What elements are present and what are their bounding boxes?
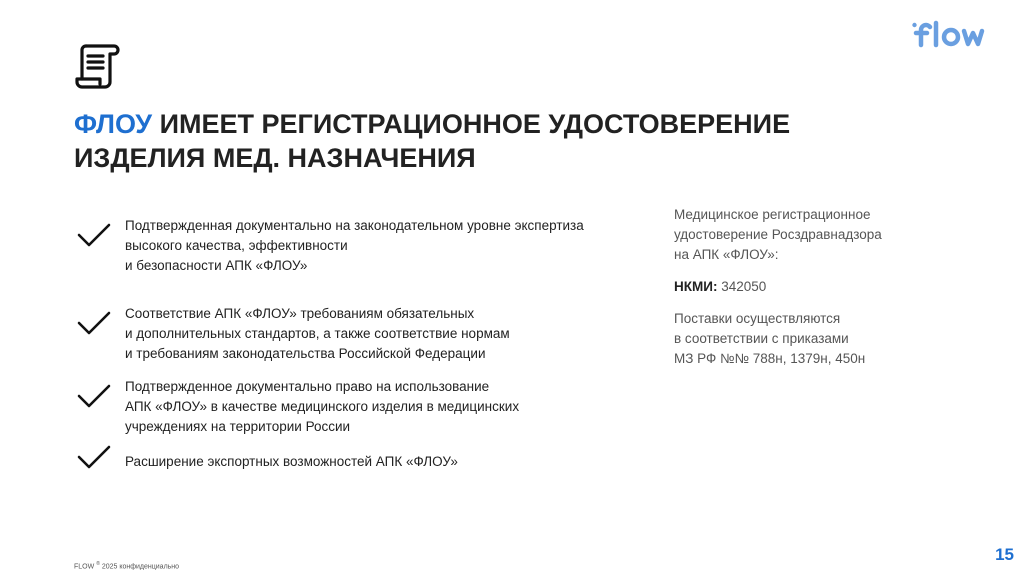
certificate-info — [674, 205, 934, 369]
nkmi-value: 342050 — [717, 279, 767, 294]
list-item-text: Подтвержденная документально на законодательном уровне экспертиза высокого качества, эффективности и безопасности АПК «ФЛОУ» — [125, 218, 584, 273]
certificate-text: Медицинское регистрационное удостоверение Росздравнадзора на АПК «ФЛОУ»: — [674, 207, 882, 262]
footer — [74, 561, 179, 570]
footer-brand: FLOW — [74, 563, 95, 571]
flow-logo — [912, 19, 996, 49]
list-item — [74, 304, 685, 364]
list-item — [74, 216, 685, 276]
registered-mark: ® — [96, 561, 100, 567]
list-item-text: Подтвержденное документально право на использование АПК «ФЛОУ» в качестве медицинского изделия в медицинских учреждениях на территории России — [125, 379, 520, 434]
title-accent: ФЛОУ — [74, 109, 153, 139]
checkmark-icon — [77, 444, 111, 470]
list-item-text: Соответствие АПК «ФЛОУ» требованиям обязательных и дополнительных стандартов, а также соответствие нормам и требованиям законодательства Российской Федерации — [125, 306, 510, 361]
checkmark-icon — [77, 383, 111, 409]
nkmi-label: НКМИ: — [674, 279, 718, 294]
checkmark-icon — [77, 222, 111, 248]
list-item — [74, 452, 685, 472]
title-rest: ИМЕЕТ РЕГИСТРАЦИОННОЕ УДОСТОВЕРЕНИЕ — [152, 109, 791, 139]
page-title — [74, 107, 874, 175]
scroll-document-icon — [74, 42, 122, 90]
supply-text: Поставки осуществляются в соответствии с приказами МЗ РФ №№ 788н, 1379н, 450н — [674, 311, 866, 366]
footer-text: 2025 конфиденциально — [101, 563, 180, 571]
nkmi-line — [674, 277, 934, 297]
checkmark-icon — [77, 310, 111, 336]
list-item — [74, 377, 685, 437]
title-line2: ИЗДЕЛИЯ МЕД. НАЗНАЧЕНИЯ — [74, 143, 476, 173]
page-number: 15 — [995, 545, 1014, 564]
list-item-text: Расширение экспортных возможностей АПК «ФЛОУ» — [125, 454, 458, 469]
